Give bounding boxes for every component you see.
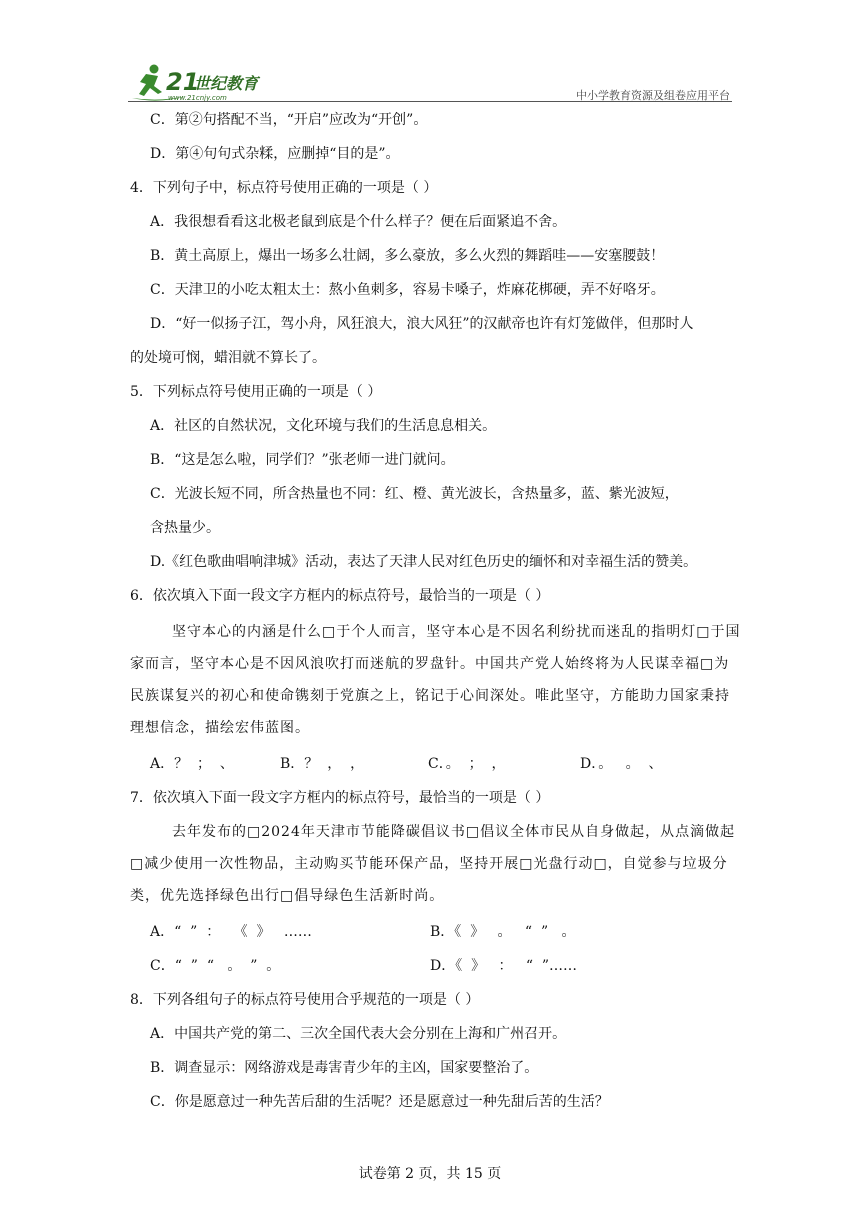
q4-stem: 4．下列句子中，标点符号使用正确的一项是（ ） — [130, 180, 438, 196]
q6-passage-line-4: 理想信念，描绘宏伟蓝图。 — [130, 720, 310, 736]
svg-text:www.21cnjy.com: www.21cnjy.com — [168, 94, 227, 102]
q7-option-c: C．“ ” “ 。 ” 。 — [150, 958, 281, 974]
q6-stem: 6．依次填入下面一段文字方框内的标点符号，最恰当的一项是（ ） — [130, 588, 550, 604]
q7-passage-line-1: 去年发布的□2024年天津市节能降碳倡议书□倡议全体市民从自身做起，从点滴做起 — [172, 824, 736, 840]
q4-option-d-cont: 的处境可悯，蜡泪就不算长了。 — [130, 350, 326, 366]
q7-option-b: B．《 》 。 “ ” 。 — [430, 924, 576, 940]
q8-option-c: C．你是愿意过一种先苦后甜的生活呢？还是愿意过一种先甜后苦的生活？ — [150, 1094, 609, 1110]
q5-option-d: D.《红色歌曲唱响津城》活动，表达了天津人民对红色历史的缅怀和对幸福生活的赞美。 — [150, 554, 698, 570]
q7-option-a: A．“ ” ： 《 》 …… — [150, 924, 312, 940]
q6-passage-line-3: 民族谋复兴的初心和使命镌刻于党旗之上，铭记于心间深处。唯此坚守，方能助力国家秉持 — [130, 688, 730, 704]
svg-text:21: 21 — [166, 68, 200, 96]
q7-stem: 7．依次填入下面一段文字方框内的标点符号，最恰当的一项是（ ） — [130, 790, 550, 806]
q5-option-c: C．光波长短不同，所含热量也不同：红、橙、黄光波长，含热量多，蓝、紫光波短， — [150, 486, 679, 502]
q8-stem: 8．下列各组句子的标点符号使用合乎规范的一项是（ ） — [130, 992, 480, 1008]
page-footer: 试卷第 2 页，共 15 页 — [358, 1166, 502, 1182]
q4-option-c: C．天津卫的小吃太粗太土：熬小鱼刺多，容易卡嗓子，炸麻花梆硬，弄不好咯牙。 — [150, 282, 665, 298]
q3-option-c: C．第②句搭配不当，“开启”应改为“开创”。 — [150, 112, 428, 128]
q4-option-b: B．黄土高原上，爆出一场多么壮阔，多么豪放，多么火烈的舞蹈哇——安塞腰鼓！ — [150, 248, 665, 264]
q6-passage-line-2: 家而言，坚守本心是不因风浪吹打而迷航的罗盘针。中国共产党人始终将为人民谋幸福□为 — [130, 656, 730, 672]
q6-option-b: B．？ ， ， — [280, 756, 365, 772]
q6-option-c: C．。 ； ， — [428, 756, 506, 772]
q5-option-b: B．“这是怎么啦，同学们？”张老师一进门就问。 — [150, 452, 455, 468]
q3-option-d: D．第④句句式杂糅，应删掉“目的是”。 — [150, 146, 400, 162]
q7-passage-line-3: 类，优先选择绿色出行□倡导绿色生活新时尚。 — [130, 888, 445, 904]
site-logo — [128, 60, 278, 104]
q4-option-d: D．“好一似扬子江，驾小舟，风狂浪大，浪大风狂”的汉献帝也许有灯笼做伴，但那时人 — [150, 316, 694, 332]
q4-option-a: A．我很想看看这北极老鼠到底是个什么样子？便在后面紧追不舍。 — [150, 214, 567, 230]
svg-text:世纪教育: 世纪教育 — [194, 74, 259, 93]
page-header — [0, 0, 860, 104]
q8-option-b: B．调查显示：网络游戏是毒害青少年的主凶，国家要整治了。 — [150, 1060, 539, 1076]
q5-option-c-cont: 含热量少。 — [150, 520, 220, 536]
header-divider — [128, 101, 732, 102]
q5-stem: 5．下列标点符号使用正确的一项是（ ） — [130, 384, 382, 400]
q7-option-d: D．《 》 ： “ ”…… — [430, 958, 578, 974]
q6-option-a: A．？ ； 、 — [150, 756, 234, 772]
platform-label: 中小学教育资源及组卷应用平台 — [576, 89, 730, 102]
q5-option-a: A．社区的自然状况，文化环境与我们的生活息息相关。 — [150, 418, 497, 434]
q6-passage-line-1: 坚守本心的内涵是什么□于个人而言，坚守本心是不因名利纷扰而迷乱的指明灯□于国 — [172, 624, 741, 640]
q8-option-a: A．中国共产党的第二、三次全国代表大会分别在上海和广州召开。 — [150, 1026, 567, 1042]
q6-option-d: D．。 。 、 — [580, 756, 663, 772]
q7-passage-line-2: □减少使用一次性物品，主动购买节能环保产品，坚持开展□光盘行动□，自觉参与垃圾分 — [130, 856, 728, 872]
